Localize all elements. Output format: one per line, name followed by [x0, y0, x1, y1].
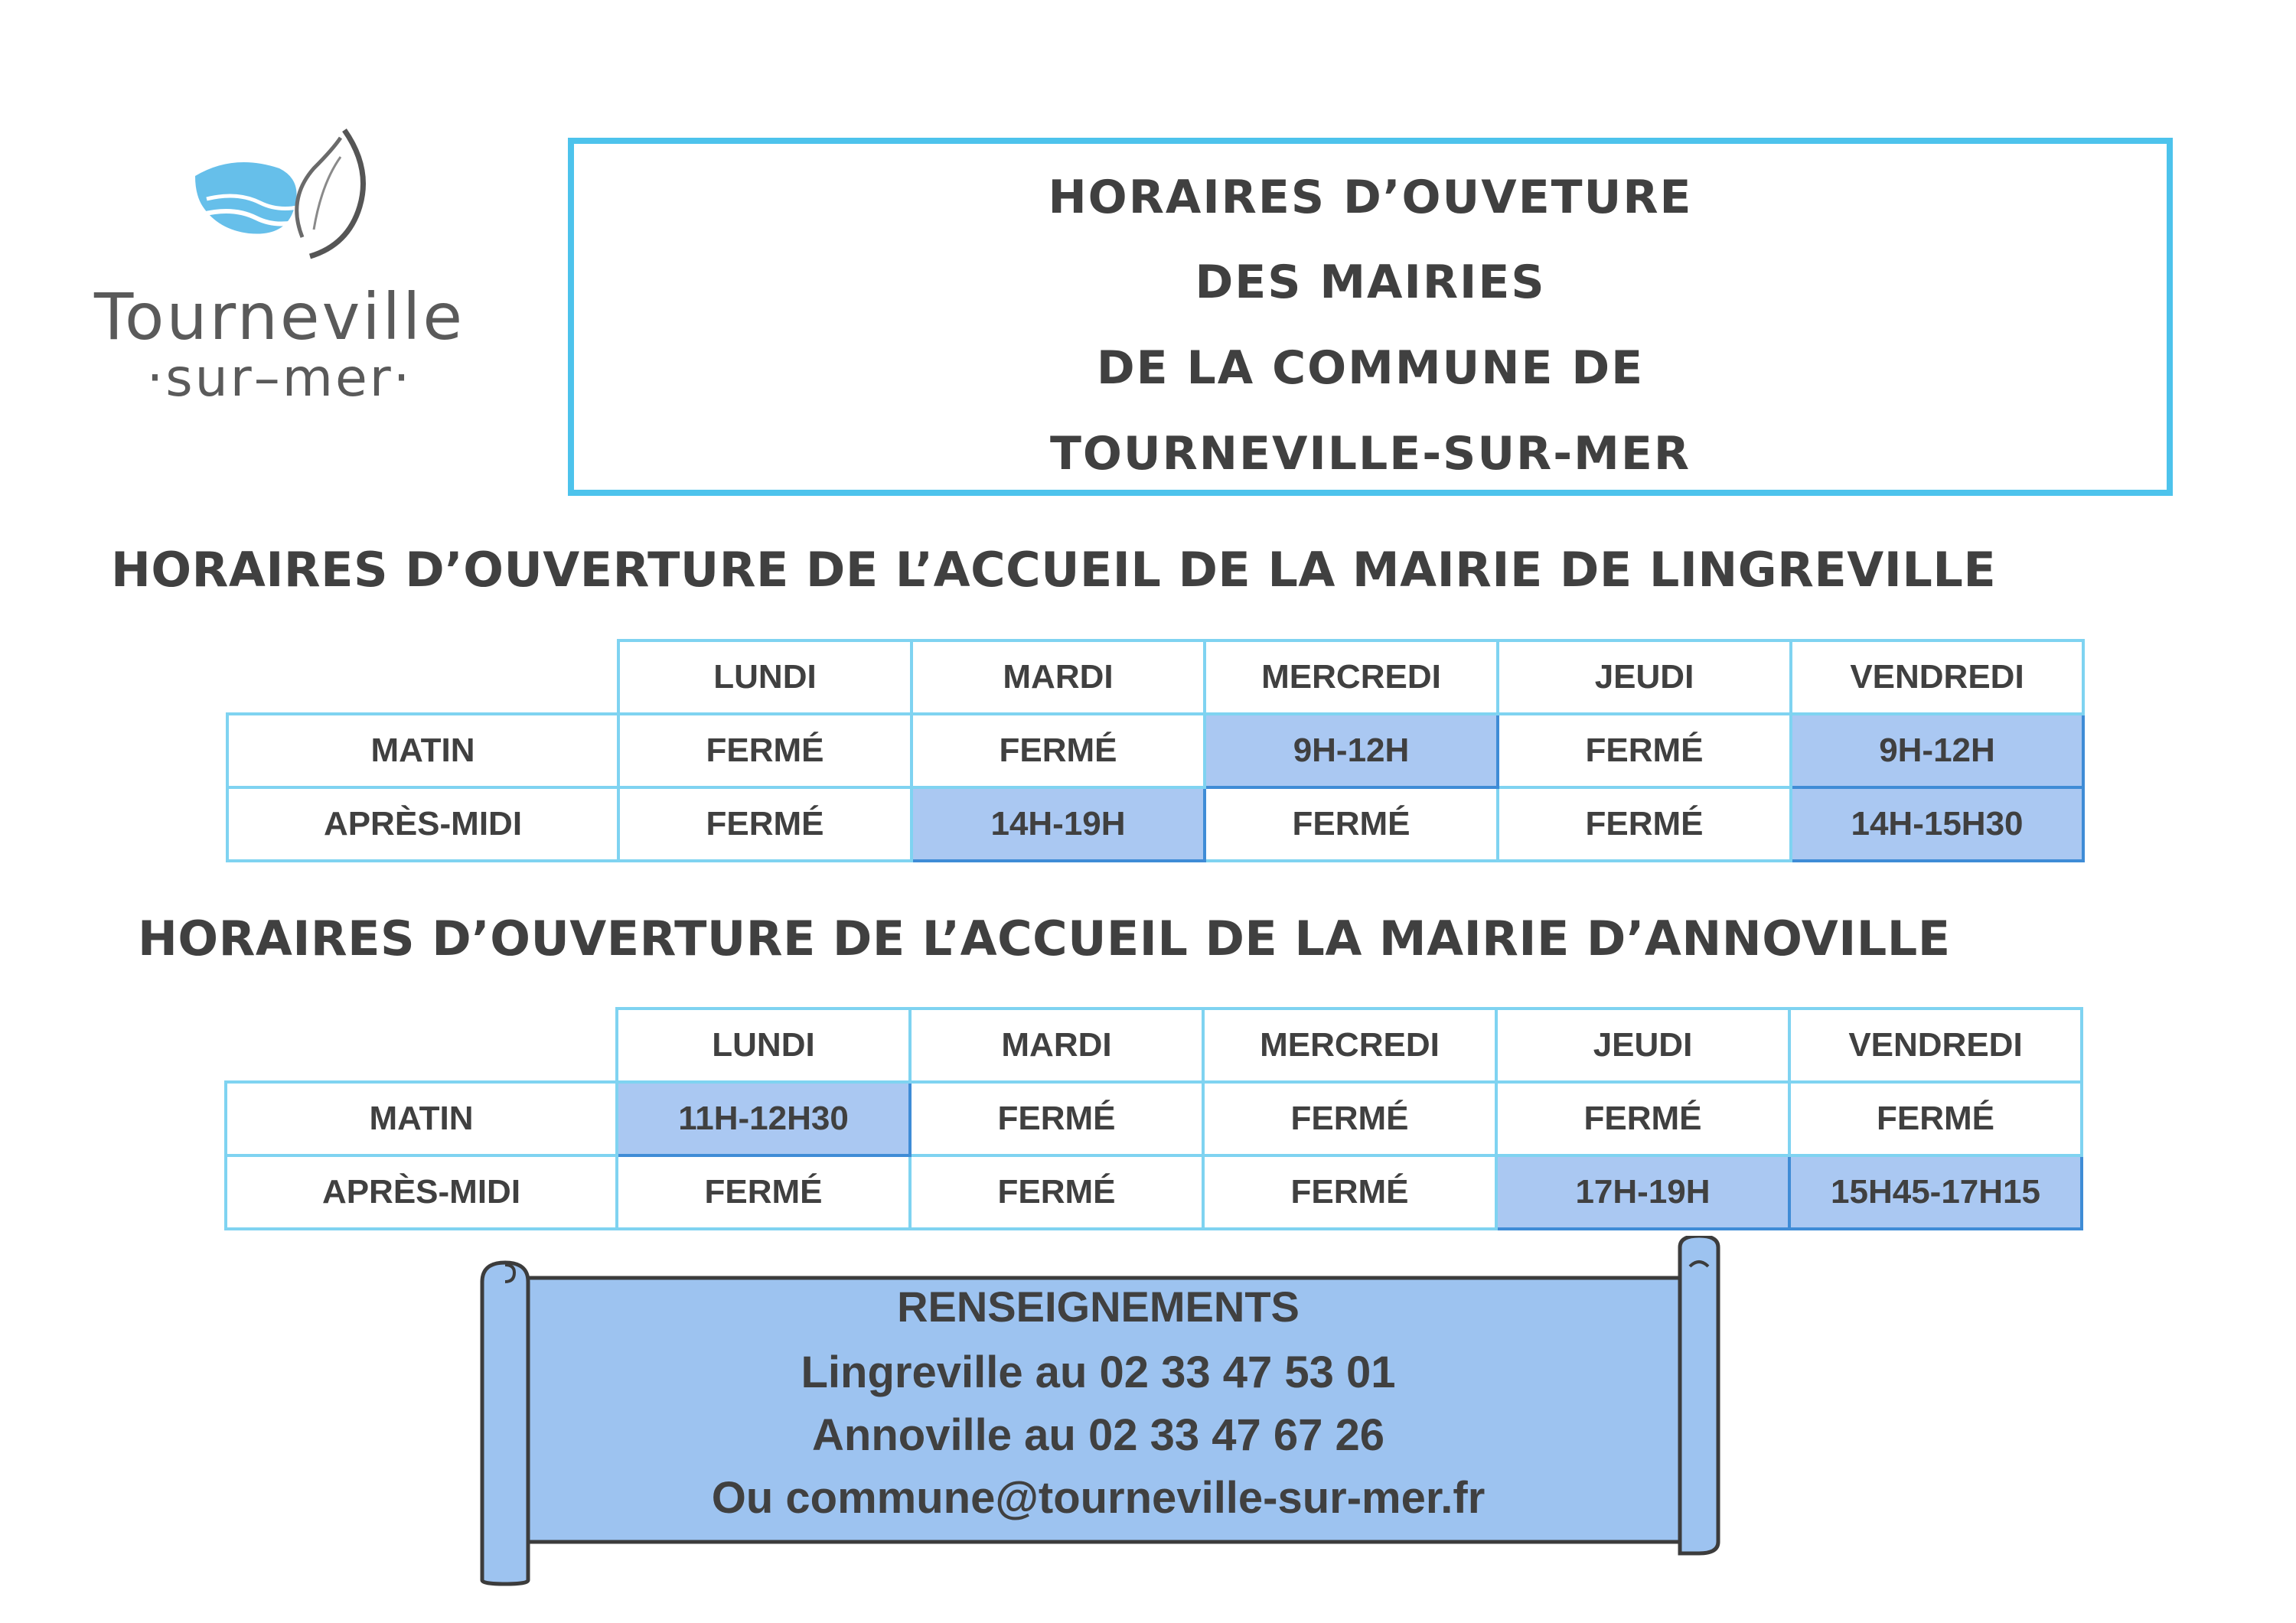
day-header: JEUDI: [1498, 640, 1791, 714]
title-line-4: TOURNEVILLE-SUR-MER: [1049, 427, 1691, 481]
hours-cell: FERMÉ: [910, 1082, 1203, 1155]
hours-cell: 9H-12H: [1205, 714, 1498, 787]
hours-cell: 9H-12H: [1791, 714, 2083, 787]
logo-name: Tourneville: [93, 279, 465, 354]
waves-leaf-icon: [188, 122, 371, 268]
hours-cell: 17H-19H: [1496, 1155, 1789, 1229]
hours-cell: FERMÉ: [910, 1155, 1203, 1229]
day-header: MARDI: [912, 640, 1205, 714]
commune-logo: [73, 122, 486, 409]
day-header: JEUDI: [1496, 1009, 1789, 1082]
table-corner: [226, 1009, 617, 1082]
hours-cell: FERMÉ: [1789, 1082, 2082, 1155]
table-header-row: [226, 1009, 2082, 1082]
row-label: APRÈS-MIDI: [226, 1155, 617, 1229]
day-header: VENDREDI: [1791, 640, 2083, 714]
hours-cell: FERMÉ: [912, 714, 1205, 787]
title-line-1: HORAIRES D’OUVETURE: [1048, 171, 1693, 224]
table-row: [227, 714, 2083, 787]
day-header: VENDREDI: [1789, 1009, 2082, 1082]
hours-cell: 15H45-17H15: [1789, 1155, 2082, 1229]
info-email: Ou commune@tourneville-sur-mer.fr: [711, 1473, 1486, 1523]
row-label: MATIN: [227, 714, 618, 787]
day-header: MARDI: [910, 1009, 1203, 1082]
info-heading: RENSEIGNEMENTS: [897, 1282, 1300, 1331]
hours-cell: FERMÉ: [617, 1155, 910, 1229]
hours-cell: FERMÉ: [1498, 714, 1791, 787]
schedule-table-lingreville: [226, 639, 2085, 862]
schedule-table-annoville: [224, 1007, 2083, 1230]
day-header: MERCREDI: [1205, 640, 1498, 714]
row-label: APRÈS-MIDI: [227, 787, 618, 861]
hours-cell: FERMÉ: [618, 714, 912, 787]
hours-cell: FERMÉ: [1203, 1155, 1496, 1229]
hours-cell: FERMÉ: [618, 787, 912, 861]
info-banner: [475, 1236, 1730, 1588]
title-line-2: DES MAIRIES: [1195, 256, 1546, 309]
hours-cell: FERMÉ: [1498, 787, 1791, 861]
hours-cell: FERMÉ: [1496, 1082, 1789, 1155]
section-title-lingreville: HORAIRES D’OUVERTURE DE L’ACCUEIL DE LA MAIRIE DE LINGREVILLE: [111, 542, 1997, 598]
table-corner: [227, 640, 618, 714]
day-header: LUNDI: [618, 640, 912, 714]
table-header-row: [227, 640, 2083, 714]
section-title-annoville: HORAIRES D’OUVERTURE DE L’ACCUEIL DE LA MAIRIE D’ANNOVILLE: [138, 911, 1951, 966]
table-row: [226, 1082, 2082, 1155]
day-header: MERCREDI: [1203, 1009, 1496, 1082]
hours-cell: 14H-15H30: [1791, 787, 2083, 861]
title-line-3: DE LA COMMUNE DE: [1096, 341, 1645, 395]
day-header: LUNDI: [617, 1009, 910, 1082]
hours-cell: FERMÉ: [1203, 1082, 1496, 1155]
table-row: [226, 1155, 2082, 1229]
table-row: [227, 787, 2083, 861]
hours-cell: 11H-12H30: [617, 1082, 910, 1155]
info-phone-annoville: Annoville au 02 33 47 67 26: [812, 1410, 1384, 1460]
logo-subname: ·sur–mer·: [146, 348, 413, 409]
info-phone-lingreville: Lingreville au 02 33 47 53 01: [801, 1348, 1396, 1397]
hours-cell: 14H-19H: [912, 787, 1205, 861]
row-label: MATIN: [226, 1082, 617, 1155]
title-box: [568, 138, 2173, 496]
hours-cell: FERMÉ: [1205, 787, 1498, 861]
